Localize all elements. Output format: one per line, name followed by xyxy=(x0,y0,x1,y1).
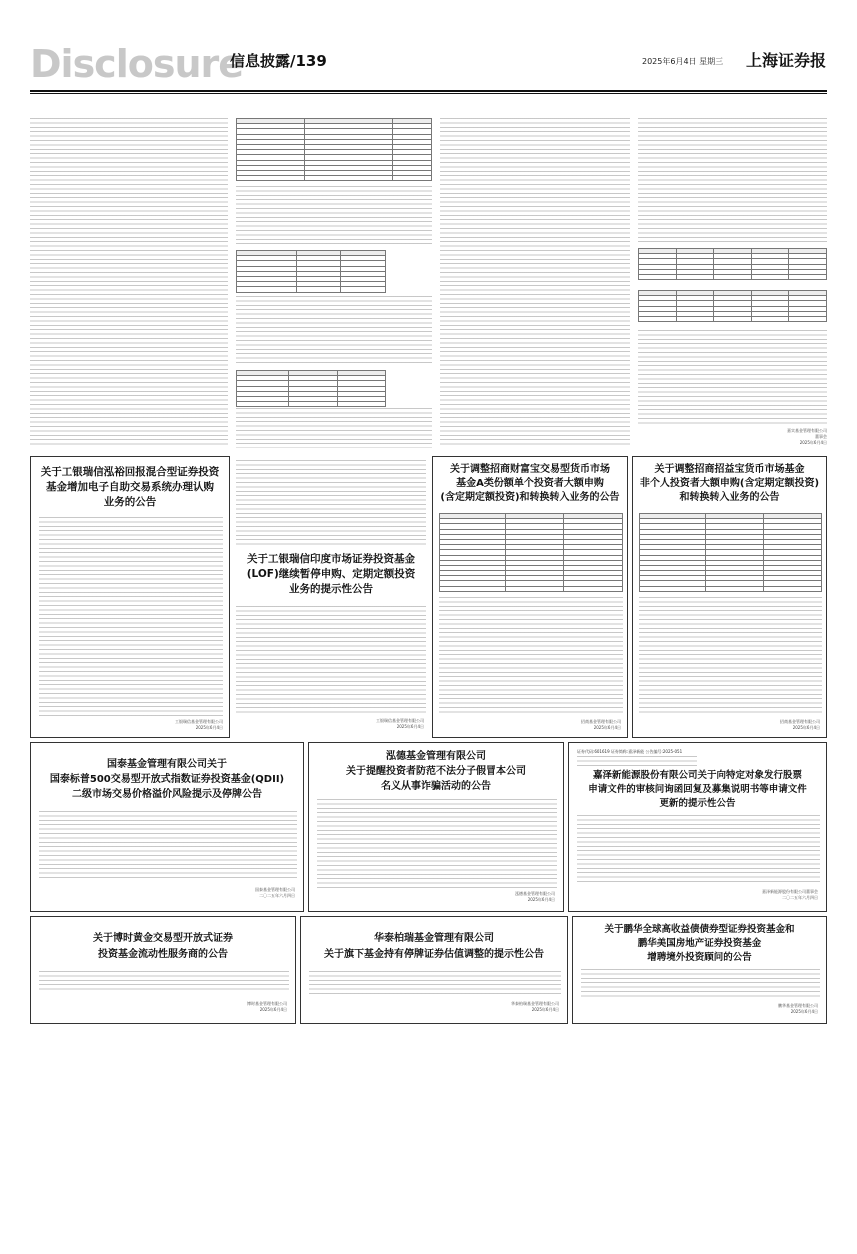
text-column-4a xyxy=(638,118,827,244)
notice-a9-title: 华泰柏瑞基金管理有限公司 关于旗下基金持有停牌证券估值调整的提示性公告 xyxy=(324,933,544,960)
notice-a5-signoff: 国泰基金管理有限公司 二〇二五年六月四日 xyxy=(255,887,295,898)
notice-a10-signoff: 鹏华基金管理有限公司 2025年6月4日 xyxy=(778,1003,818,1014)
page-number: /139 xyxy=(290,52,327,70)
notice-a4 xyxy=(632,456,827,738)
notice-a3-title: 关于调整招商财富宝交易型货币市场 基金A类份额单个投资者大额申购 (含定期定额投资)和转换转入业务的公告 xyxy=(440,464,620,503)
notice-a9-signoff: 华泰柏瑞基金管理有限公司 2025年6月4日 xyxy=(511,1001,559,1012)
notice-a4-title: 关于调整招商招益宝货币市场基金 非个人投资者大额申购(含定期定额投资) 和转换转入业务的公告 xyxy=(639,464,820,503)
notice-a2-signoff: 工银瑞信基金管理有限公司 2025年6月4日 xyxy=(376,718,424,729)
info-table-5 xyxy=(638,290,827,322)
text-column-2a xyxy=(236,186,432,246)
notice-a7-signoff: 嘉泽新能源股份有限公司董事会 二〇二五年六月四日 xyxy=(762,889,818,900)
section-name: 信息披露 xyxy=(230,52,291,70)
notice-a8-signoff: 博时基金管理有限公司 2025年6月4日 xyxy=(247,1001,287,1012)
notice-a6-body xyxy=(317,799,557,889)
notice-a6-signoff: 泓德基金管理有限公司 2025年6月4日 xyxy=(515,891,555,902)
info-table-4 xyxy=(638,248,827,280)
text-column-2c xyxy=(236,408,432,448)
text-column-2b xyxy=(236,296,432,366)
newspaper-brand: 上海证券报 xyxy=(746,51,827,70)
notice-a10 xyxy=(572,916,827,1024)
text-column-4b xyxy=(638,330,827,426)
text-column-1 xyxy=(30,118,228,448)
notice-a8-body xyxy=(39,971,289,993)
top-article-signoff: 嘉实基金管理有限公司 董事会 2025年6月4日 xyxy=(787,428,827,445)
notice-a8-title: 关于博时黄金交易型开放式证券 投资基金流动性服务商的公告 xyxy=(93,933,233,960)
header-rule-thin xyxy=(30,93,827,94)
notice-a9-body xyxy=(309,971,561,997)
notice-a10-body xyxy=(581,969,820,999)
notice-a7-body xyxy=(577,815,820,885)
info-table-2 xyxy=(236,250,386,293)
notice-a3 xyxy=(432,456,628,738)
notice-a7-disclaimer xyxy=(577,756,697,766)
masthead: Disclosure xyxy=(30,42,244,86)
notice-a2-title: 关于工银瑞信印度市场证券投资基金 (LOF)继续暂停申购、定期定额投资 业务的提示性公告 xyxy=(246,553,416,595)
notice-a1-body xyxy=(39,517,223,717)
notice-a1-title: 关于工银瑞信泓裕回报混合型证券投资 基金增加电子自助交易系统办理认购 业务的公告 xyxy=(40,466,220,508)
notice-a4-signoff: 招商基金管理有限公司 2025年6月4日 xyxy=(780,719,820,730)
page-header xyxy=(30,42,827,88)
notice-a5-title: 国泰基金管理有限公司关于 国泰标普500交易型开放式指数证券投资基金(QDII) 二级市场交易价格溢价风险提示及停牌公告 xyxy=(49,759,285,800)
notice-a10-title: 关于鹏华全球高收益债债券型证券投资基金和 鹏华美国房地产证券投资基金 增聘境外投资顾问的公告 xyxy=(604,924,795,963)
notice-a9 xyxy=(300,916,568,1024)
issue-date: 2025年6月4日 星期三 xyxy=(642,57,724,66)
notice-a5 xyxy=(30,742,304,912)
notice-a2 xyxy=(234,456,428,738)
notice-a1-continued xyxy=(236,460,426,548)
notice-a5-body xyxy=(39,811,297,881)
notice-a6-title: 泓德基金管理有限公司 关于提醒投资者防范不法分子假冒本公司 名义从事诈骗活动的公告 xyxy=(346,751,526,792)
info-table-1 xyxy=(236,118,432,181)
notice-a7-code-line: 证券代码:601619 证券简称:嘉泽新能 公告编号:2025-051 xyxy=(577,749,683,754)
notice-a4-table xyxy=(639,513,822,592)
notice-a3-signoff: 招商基金管理有限公司 2025年6月4日 xyxy=(581,719,621,730)
notice-a2-body xyxy=(236,606,426,714)
notice-a7 xyxy=(568,742,827,912)
notice-a3-body xyxy=(439,597,623,715)
info-table-3 xyxy=(236,370,386,407)
notice-a4-body xyxy=(639,597,822,715)
header-rule xyxy=(30,90,827,92)
section-title xyxy=(230,50,327,71)
notice-a1 xyxy=(30,456,230,738)
notice-a1-signoff: 工银瑞信基金管理有限公司 2025年6月4日 xyxy=(175,719,223,730)
notice-a8 xyxy=(30,916,296,1024)
notice-a6 xyxy=(308,742,564,912)
notice-a7-title: 嘉泽新能源股份有限公司关于向特定对象发行股票 申请文件的审核问询函回复及募集说明书等申请文件 更新的提示性公告 xyxy=(588,770,807,809)
notice-a3-table xyxy=(439,513,623,592)
text-column-3 xyxy=(440,118,630,448)
